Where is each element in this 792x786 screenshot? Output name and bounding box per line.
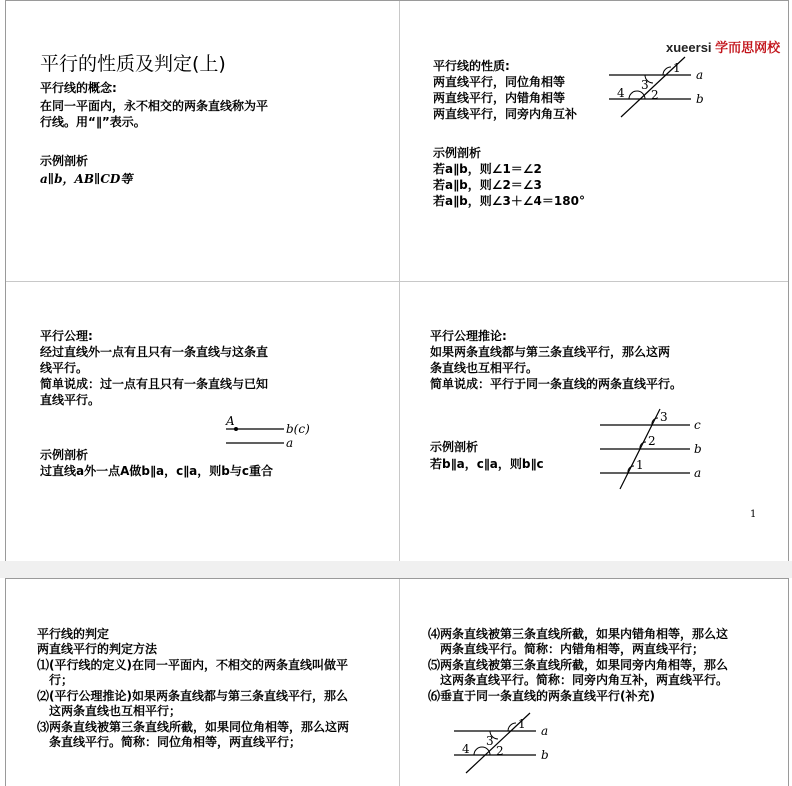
slide3-line3: 简单说成：过一点有且只有一条直线与已知 [40, 377, 269, 391]
slide2-angle4-label: 4 [617, 86, 625, 100]
slide1-concept-line2: 行线。用“∥”表示。 [40, 115, 146, 129]
slide2-ex2: 若a∥b，则∠2＝∠3 [433, 178, 542, 192]
slide3-line-a-label: a [286, 436, 294, 450]
slide2-example-heading: 示例剖析 [433, 146, 482, 160]
slide3-line1: 经过直线外一点有且只有一条直线与这条直 [40, 345, 269, 359]
slide4-example-text: 若b∥a，c∥a，则b∥c [430, 457, 544, 471]
slide2-angle-figure [601, 53, 711, 123]
slide2-angle1-label: 1 [673, 61, 681, 75]
slide3-axiom-figure [218, 413, 318, 453]
slide-divider-horizontal [6, 281, 788, 282]
slide4-line1: 如果两条直线都与第三条直线平行，那么这两 [430, 345, 671, 359]
slide5-method2-line1: ⑵(平行公理推论)如果两条直线都与第三条直线平行，那么 [37, 689, 348, 703]
slide1-concept-heading: 平行线的概念: [40, 81, 117, 95]
slide6-angle4-label: 4 [462, 742, 470, 756]
slide1-example-heading: 示例剖析 [40, 154, 89, 168]
slide6-method4-line2: 两条直线平行。简称：内错角相等，两直线平行； [440, 642, 705, 656]
logo-latin: xueersi [666, 40, 712, 55]
slide6-method4-line1: ⑷两条直线被第三条直线所截，如果内错角相等，那么这 [428, 627, 729, 641]
slide5-method1-line1: ⑴(平行线的定义)在同一平面内，不相交的两条直线叫做平 [37, 658, 348, 672]
slide4-line2: 条直线也互相平行。 [430, 361, 539, 375]
slide6-line-b-label: b [541, 748, 549, 762]
slide6-angle1-label: 1 [518, 717, 526, 731]
slide4-line3: 简单说成：平行于同一条直线的两条直线平行。 [430, 377, 683, 391]
slide4-corollary-figure [594, 405, 709, 493]
slide4-example-heading: 示例剖析 [430, 440, 479, 454]
slide3-heading: 平行公理: [40, 329, 93, 343]
slide6-line-a-label: a [541, 724, 549, 738]
slide5-heading: 平行线的判定 [37, 627, 110, 641]
document-page-2 [5, 578, 789, 786]
slide2-angle2-label: 2 [651, 88, 659, 102]
slide4-angle2-label: 2 [648, 434, 656, 448]
slide2-prop1: 两直线平行，同位角相等 [433, 75, 566, 89]
slide2-angle3-label: 3 [641, 78, 649, 92]
slide6-method5-line2: 这两条直线平行。简称：同旁内角互补，两直线平行。 [440, 673, 729, 687]
slide3-example-text: 过直线a外一点A做b∥a，c∥a，则b与c重合 [40, 464, 273, 478]
slide4-angle1-label: 1 [636, 458, 644, 472]
slide1-title: 平行的性质及判定(上) [40, 53, 226, 75]
slide1-example-text: a∥b，AB∥CD等 [40, 172, 133, 186]
slide5-subheading: 两直线平行的判定方法 [37, 642, 158, 656]
slide5-method3-line2: 条直线平行。简称：同位角相等，两直线平行； [49, 735, 302, 749]
document-page-1 [5, 0, 789, 562]
slide6-angle3-label: 3 [486, 734, 494, 748]
logo-chinese: 学而思网校 [715, 40, 781, 55]
slide4-line-a-label: a [694, 466, 702, 480]
slide5-method1-line2: 行； [49, 673, 74, 687]
slide3-line2: 线平行。 [40, 361, 89, 375]
slide5-method2-line2: 这两条直线也互相平行； [49, 704, 182, 718]
slide2-line-b-label: b [696, 92, 704, 106]
page-number: 1 [750, 509, 757, 520]
slide2-prop3: 两直线平行，同旁内角互补 [433, 107, 578, 121]
slide3-line4: 直线平行。 [40, 393, 101, 407]
slide3-line-bc-label: b(c) [286, 422, 310, 436]
slide2-heading: 平行线的性质: [433, 59, 510, 73]
slide4-angle3-label: 3 [660, 410, 668, 424]
slide6-angle2-label: 2 [496, 744, 504, 758]
slide2-prop2: 两直线平行，内错角相等 [433, 91, 566, 105]
slide6-method6: ⑹垂直于同一条直线的两条直线平行(补充) [428, 689, 655, 703]
slide4-line-c-label: c [694, 418, 701, 432]
slide5-method3-line1: ⑶两条直线被第三条直线所截，如果同位角相等，那么这两 [37, 720, 350, 734]
slide3-point-A-label: A [226, 414, 235, 428]
slide4-heading: 平行公理推论: [430, 329, 507, 343]
slide4-line-b-label: b [694, 442, 702, 456]
slide2-line-a-label: a [696, 68, 704, 82]
slide1-concept-line1: 在同一平面内，永不相交的两条直线称为平 [40, 99, 269, 113]
slide-divider-vertical-2 [399, 579, 400, 786]
slide6-angle-figure [446, 709, 556, 779]
slide2-ex3: 若a∥b，则∠3＋∠4＝180° [433, 194, 585, 208]
slide3-example-heading: 示例剖析 [40, 448, 89, 462]
slide2-ex1: 若a∥b，则∠1＝∠2 [433, 162, 542, 176]
slide6-method5-line1: ⑸两条直线被第三条直线所截，如果同旁内角相等，那么 [428, 658, 729, 672]
page-gap [0, 561, 792, 578]
